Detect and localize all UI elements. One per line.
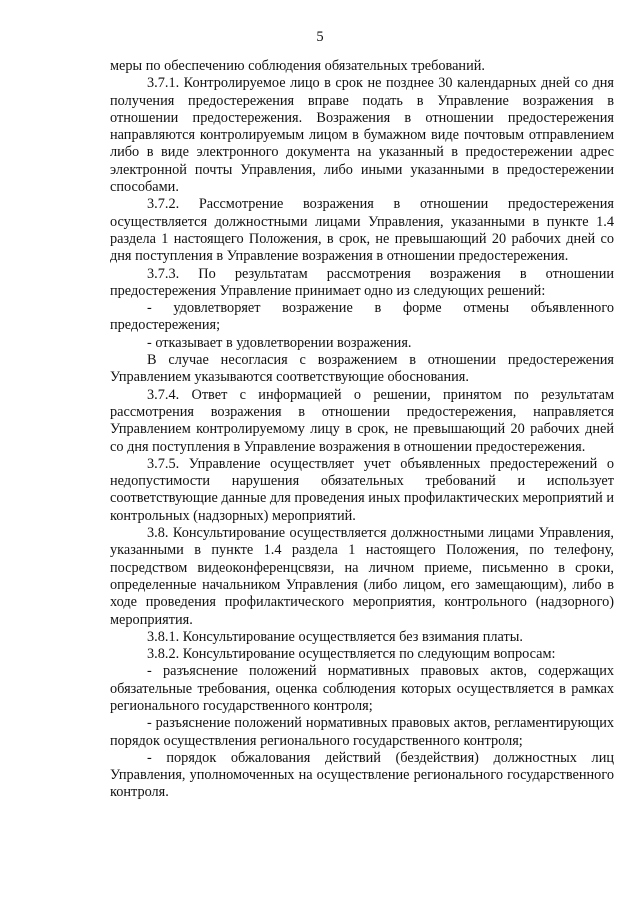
document-body (110, 58, 614, 802)
list-item-satisfy-objection: - удовлетворяет возражение в форме отмены объявленного предостережения; (110, 300, 614, 334)
paragraph-3-7-2: 3.7.2. Рассмотрение возражения в отношении предостережения осуществляется должностными лицами Управления, указанными в пункте 1.4 раздела 1 настоящего Положения, в срок, не превышающий 20 рабочих дней со дня поступления в Управление возражения в отношении предостережения. (110, 196, 614, 265)
page-number: 5 (316, 29, 324, 45)
paragraph-disagreement: В случае несогласия с возражением в отношении предостережения Управлением указываются соответствующие обоснования. (110, 352, 614, 386)
paragraph-continuation: меры по обеспечению соблюдения обязательных требований. (110, 58, 485, 74)
list-item-appeal-procedure: - порядок обжалования действий (бездействия) должностных лиц Управления, уполномоченных на осуществление регионального государственного контроля. (110, 749, 614, 801)
paragraph-3-8-1: 3.8.1. Консультирование осуществляется без взимания платы. (147, 628, 523, 645)
list-item-control-procedure: - разъяснение положений нормативных правовых актов, регламентирующих порядок осуществления регионального государственного контроля; (110, 715, 614, 749)
paragraph-3-7-3: 3.7.3. По результатам рассмотрения возражения в отношении предостережения Управление принимает одно из следующих решений: (110, 265, 614, 299)
paragraph-3-8: 3.8. Консультирование осуществляется должностными лицами Управления, указанными в пункте 1.4 раздела 1 настоящего Положения, по телефону, посредством видеоконференцсвязи, на личном приеме, письменно в сроки, определенные начальником Управления (либо лицом, его замещающим), либо в ходе проведения профилактического мероприятия, контрольного (надзорного) мероприятия. (110, 525, 614, 628)
paragraph-3-7-1: 3.7.1. Контролируемое лицо в срок не позднее 30 календарных дней со дня получения предостережения вправе подать в Управление возражения в отношении предостережения. Возражения в отношении предостережения направляются контролируемым лицом в бумажном виде почтовым отправлением либо в виде электронного документа на указанный в предостережении адрес электронной почты Управления, либо иными указанными в предостережении способами. (110, 75, 614, 196)
list-item-mandatory-requirements: - разъяснение положений нормативных правовых актов, содержащих обязательные требования, оценка соблюдения которых осуществляется в рамках регионального государственного контроля; (110, 663, 614, 714)
list-item-refuse-objection: - отказывает в удовлетворении возражения. (147, 334, 412, 351)
paragraph-3-8-2: 3.8.2. Консультирование осуществляется по следующим вопросам: (147, 646, 556, 663)
paragraph-3-7-4: 3.7.4. Ответ с информацией о решении, принятом по результатам рассмотрения возражения в отношении предостережения, направляется Управлением контролируемому лицу в срок, не превышающий 20 рабочих дней со дня поступления в Управление возражения в отношении предостережения. (110, 386, 614, 455)
paragraph-3-7-5: 3.7.5. Управление осуществляет учет объявленных предостережений о недопустимости нарушения обязательных требований и использует соответствующие данные для проведения иных профилактических мероприятий и контрольных (надзорных) мероприятий. (110, 455, 614, 524)
